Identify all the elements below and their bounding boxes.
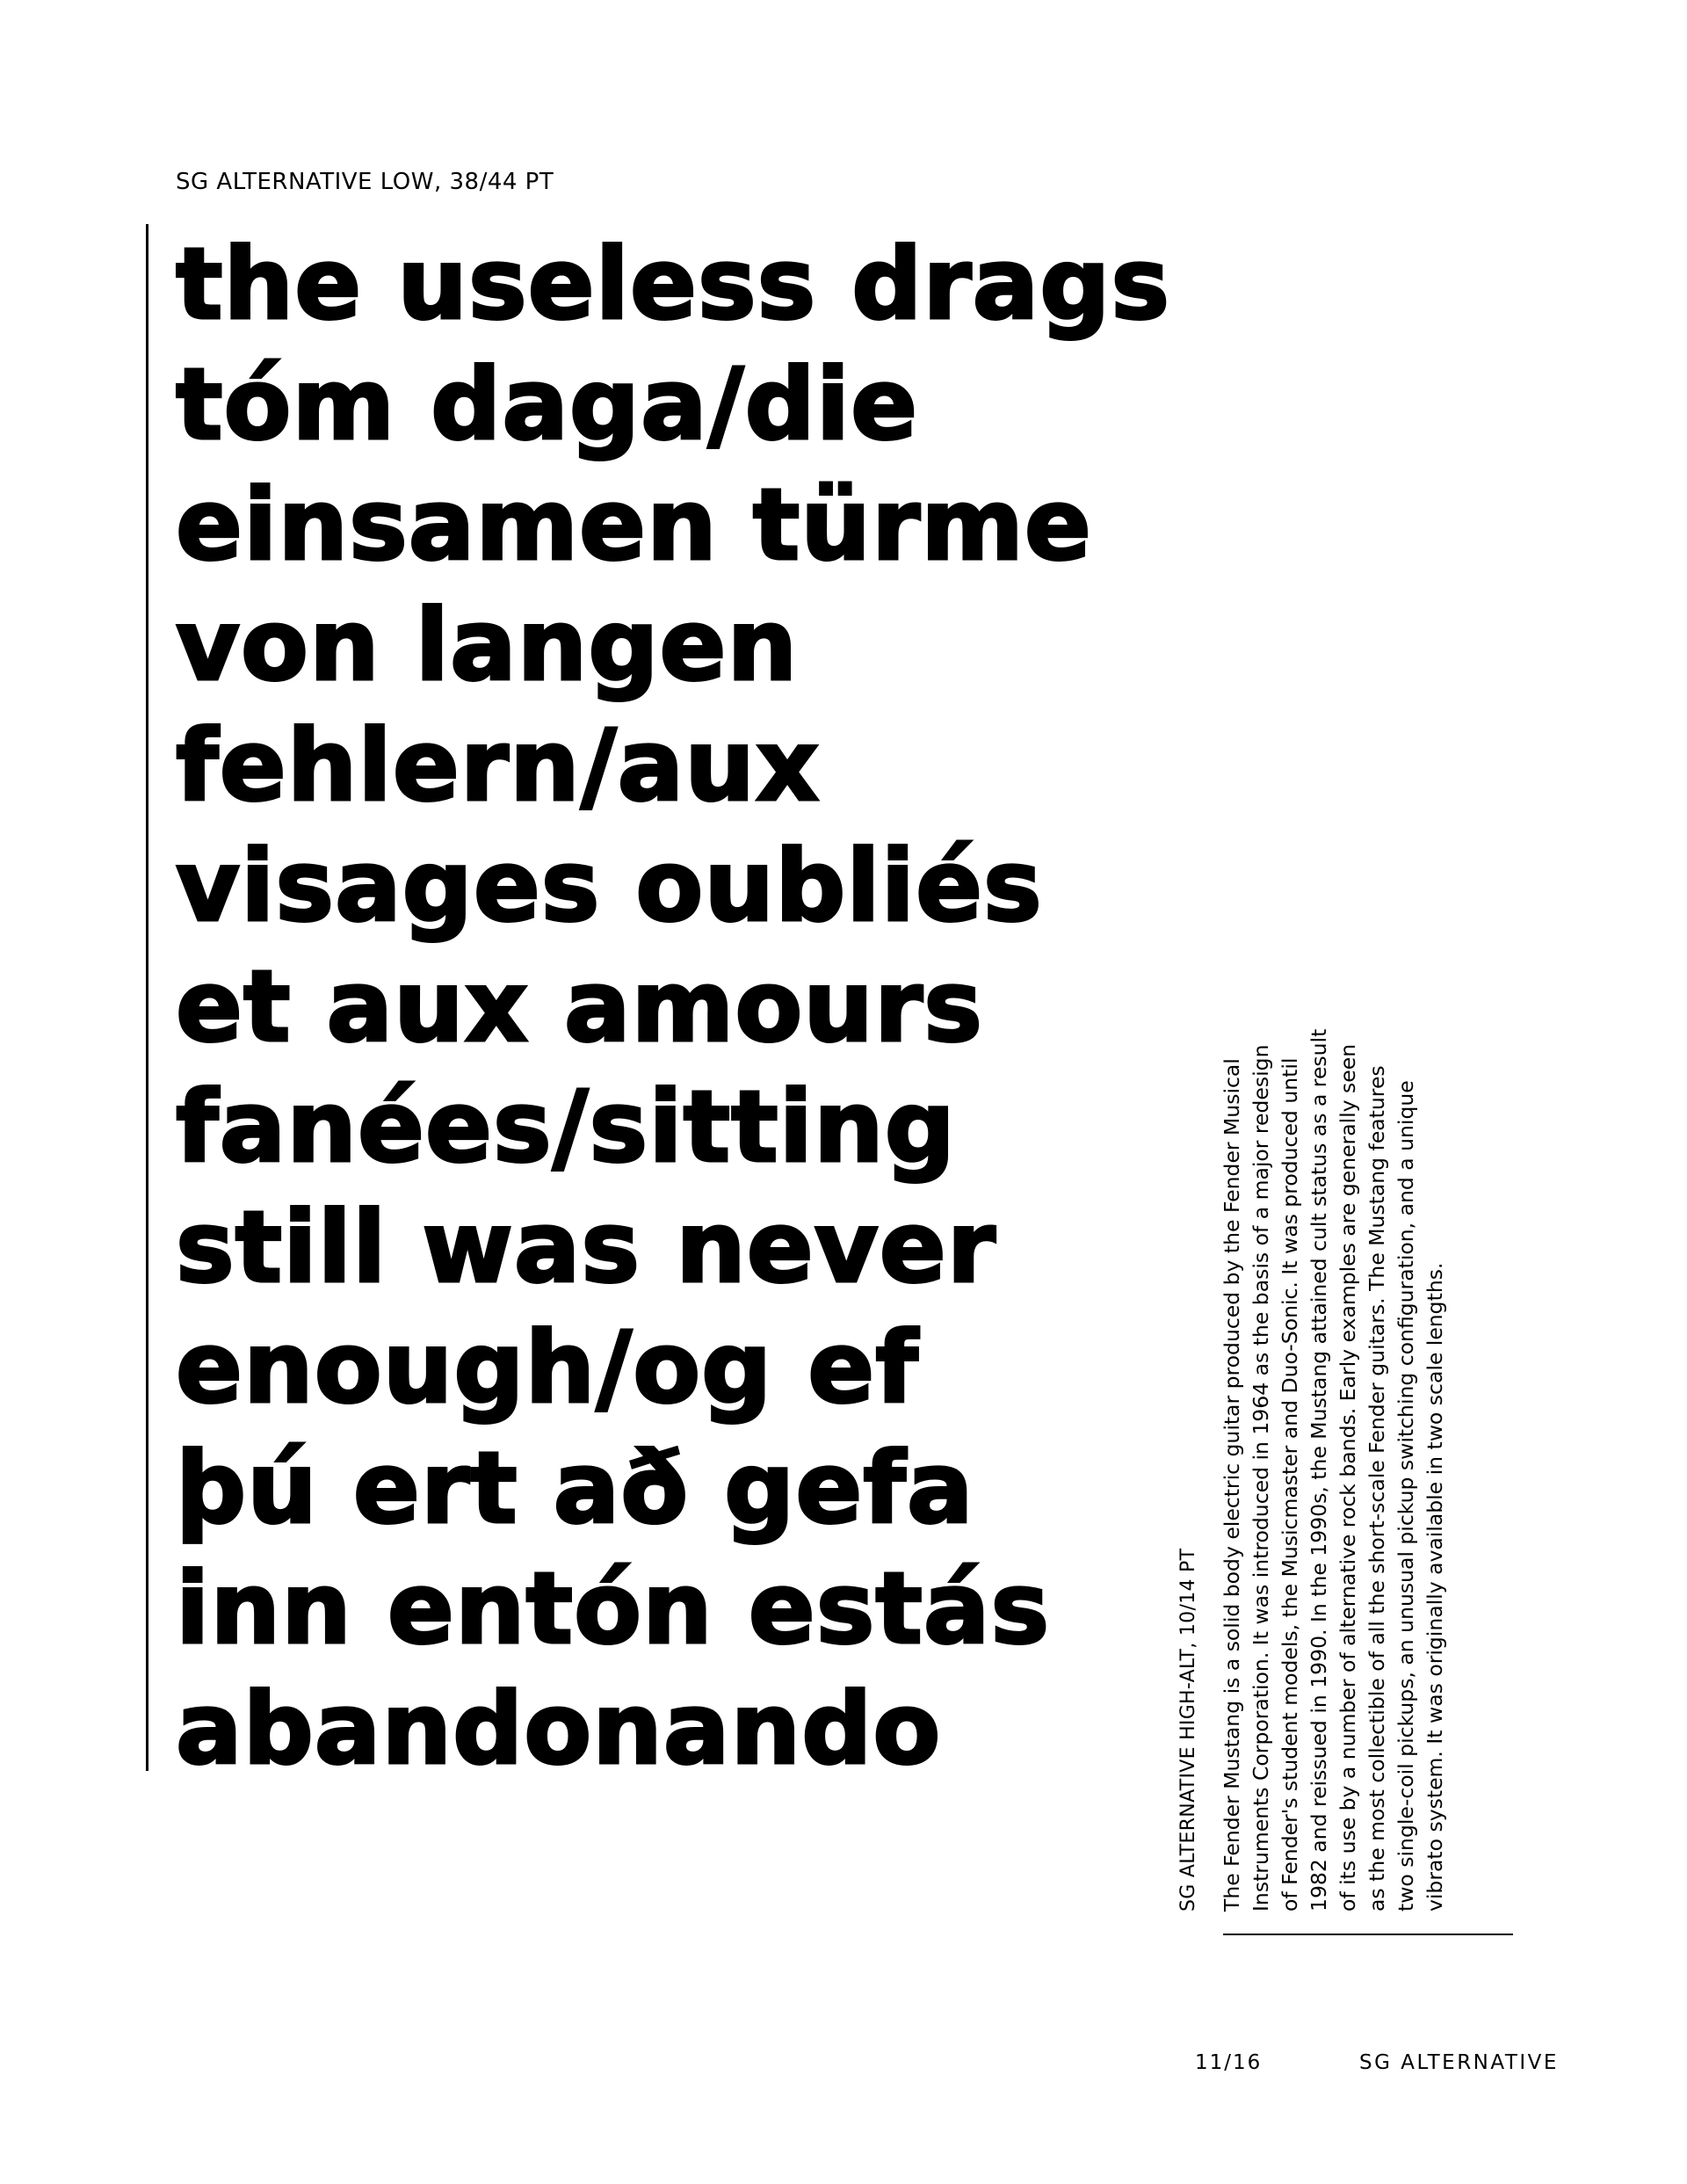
display-line: von langen <box>176 589 799 703</box>
display-spec-label: SG ALTERNATIVE LOW, 38/44 PT <box>176 169 554 195</box>
display-line: inn entón estás <box>176 1552 1051 1666</box>
display-line: fanées/sitting <box>176 1070 956 1185</box>
sidebar-line: of Fender's student models, the Musicmaster and Duo-Sonic. It was produced until <box>1278 1057 1302 1912</box>
sidebar-line: two single-coil pickups, an unusual pickup switching configuration, and a unique <box>1394 1080 1418 1912</box>
sidebar-body <box>1209 870 1450 1912</box>
display-line: abandonando <box>176 1672 942 1787</box>
display-line: et aux amours <box>176 950 983 1064</box>
display-line: fehlern/aux <box>176 709 821 824</box>
rotated-sidebar <box>1169 870 1546 1912</box>
footer-font-name: SG ALTERNATIVE <box>1359 2051 1559 2074</box>
sidebar-line: as the most collectible of all the short-scale Fender guitars. The Mustang features <box>1365 1065 1389 1912</box>
sidebar-line: vibrato system. It was originally available in two scale lengths. <box>1423 1262 1447 1912</box>
display-line: enough/og ef <box>176 1311 919 1426</box>
display-line: still was never <box>176 1191 996 1305</box>
sidebar-spec-label: SG ALTERNATIVE HIGH-ALT, 10/14 PT <box>1177 1548 1199 1912</box>
display-line: visages oubliés <box>176 830 1043 944</box>
display-text-block <box>176 225 1170 1790</box>
display-line: einsamen türme <box>176 468 1092 583</box>
sidebar-line: 1982 and reissued in 1990. In the 1990s, the Mustang attained cult status as a result <box>1307 1028 1331 1912</box>
display-line: the useless drags <box>176 228 1171 342</box>
left-vertical-rule <box>146 224 148 1771</box>
sidebar-line: The Fender Mustang is a solid body electric guitar produced by the Fender Musical <box>1220 1058 1244 1912</box>
page-number: 11/16 <box>1195 2051 1263 2074</box>
display-line: tóm daga/die <box>176 348 919 462</box>
sidebar-line: of its use by a number of alternative rock bands. Early examples are generally seen <box>1336 1043 1360 1912</box>
sidebar-paragraph <box>1209 870 1450 1912</box>
display-line: þú ert að gefa <box>176 1432 974 1546</box>
sidebar-bottom-rule <box>1223 1934 1513 1935</box>
sidebar-line: Instruments Corporation. It was introduced in 1964 as the basis of a major redesign <box>1249 1044 1273 1912</box>
